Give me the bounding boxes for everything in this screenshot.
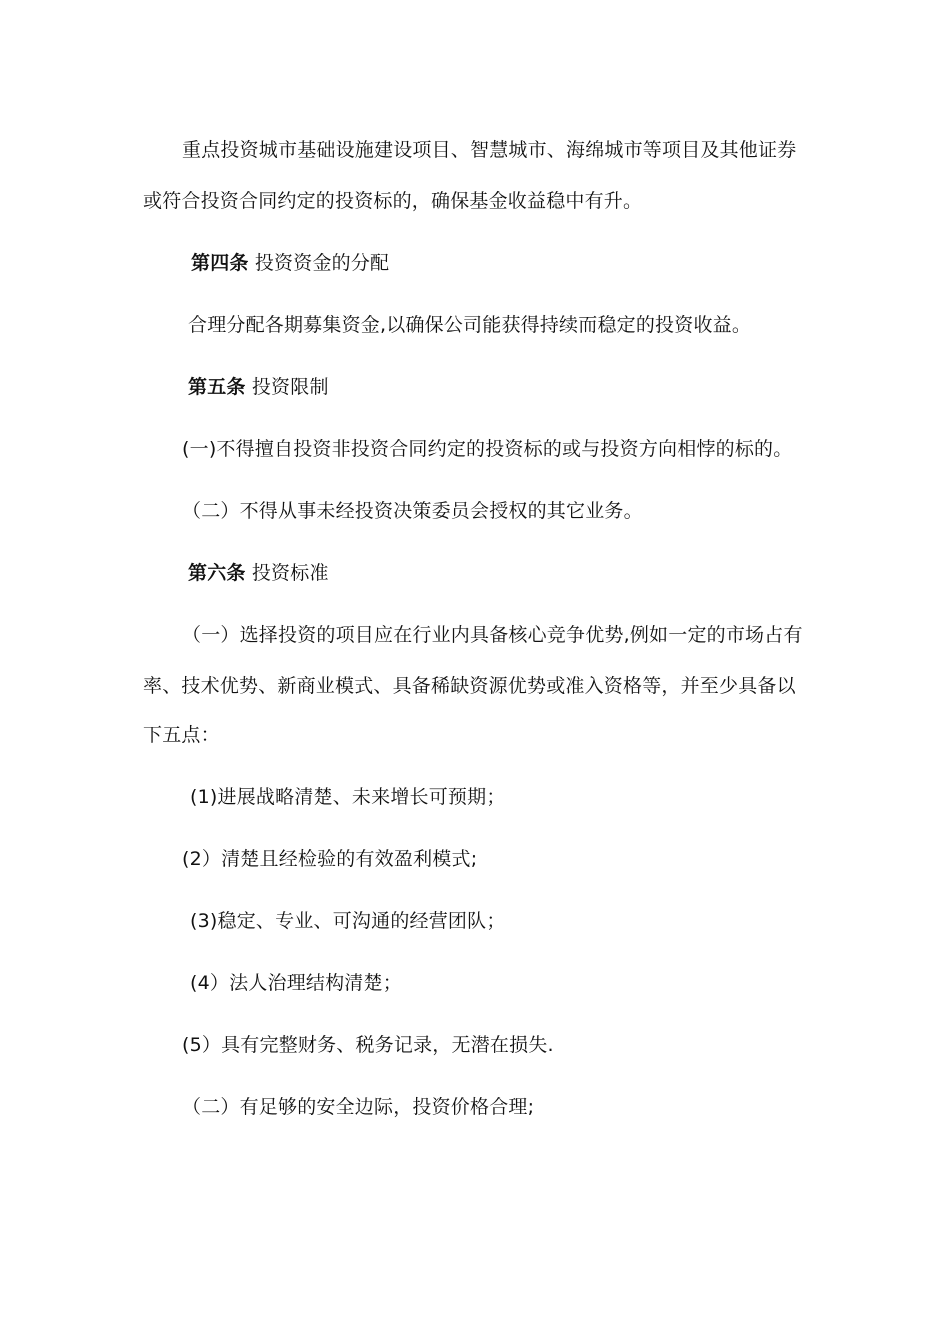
- article-5-heading-line: [188, 375, 329, 399]
- article-4-number: 第四条: [191, 252, 249, 274]
- article-6-item-1-line: 率、技术优势、新商业模式、具备稀缺资源优势或准入资格等，并至少具备以: [143, 675, 796, 697]
- article-6-item-1-line: 下五点：: [143, 724, 220, 746]
- article-6-title: 投资标准: [251, 562, 329, 584]
- sub-item-2: (2）清楚且经检验的有效盈利模式;: [182, 848, 478, 870]
- paragraph-line: 或符合投资合同约定的投资标的，确保基金收益稳中有升。: [143, 190, 643, 212]
- article-6-number: 第六条: [188, 562, 246, 584]
- article-5-item-2: （二）不得从事未经投资决策委员会授权的其它业务。: [182, 500, 643, 522]
- article-5-item-1: (一)不得擅自投资非投资合同约定的投资标的或与投资方向相悖的标的。: [182, 438, 793, 460]
- sub-item-1: (1)进展战略清楚、未来增长可预期；: [190, 786, 506, 808]
- sub-item-5: (5）具有完整财务、税务记录，无潜在损失.: [182, 1034, 554, 1056]
- sub-item-4: (4）法人治理结构清楚；: [190, 972, 402, 994]
- article-6-heading-line: [188, 561, 329, 585]
- paragraph-line: 重点投资城市基础设施建设项目、智慧城市、海绵城市等项目及其他证券: [182, 139, 797, 161]
- article-4-heading-line: [191, 251, 389, 275]
- article-5-title: 投资限制: [251, 376, 329, 398]
- article-6-item-2: （二）有足够的安全边际，投资价格合理;: [182, 1096, 535, 1118]
- article-4-title: 投资资金的分配: [254, 252, 390, 274]
- article-5-number: 第五条: [188, 376, 246, 398]
- article-6-item-1-line: （一）选择投资的项目应在行业内具备核心竞争优势,例如一定的市场占有: [182, 624, 803, 646]
- sub-item-3: (3)稳定、专业、可沟通的经营团队；: [190, 910, 506, 932]
- article-4-body: 合理分配各期募集资金,以确保公司能获得持续而稳定的投资收益。: [188, 314, 752, 336]
